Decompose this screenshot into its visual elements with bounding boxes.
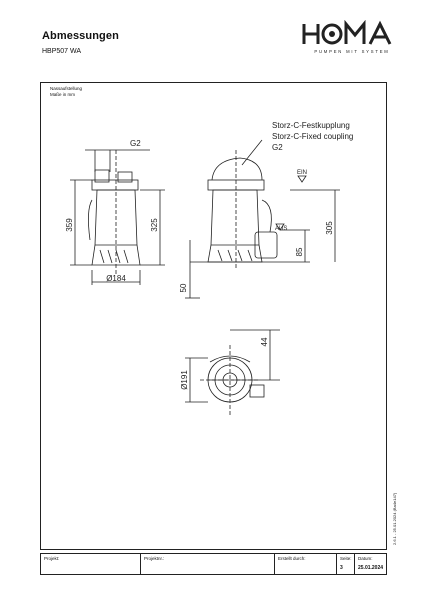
logo-tagline: PUMPEN MIT SYSTEM <box>314 49 390 54</box>
coupling-label-en: Storz-C-Fixed coupling <box>272 132 354 141</box>
pump-side-view <box>208 140 277 270</box>
project-label: Projekt: <box>44 556 60 561</box>
installation-note: Nassaufstellung <box>50 86 83 91</box>
dim-off-height: 85 <box>295 247 304 257</box>
author-label: Erstellt durch: <box>278 556 306 561</box>
date-value: 25.01.2024 <box>358 565 384 571</box>
page-title: Abmessungen <box>42 30 119 42</box>
product-code: HBP507 WA <box>42 48 82 55</box>
dim-on-height: 305 <box>325 221 334 235</box>
titleblock-author <box>275 554 337 574</box>
dim-offset: 44 <box>260 337 269 347</box>
switch-off-label: AUS <box>275 226 288 232</box>
switch-on-label: EIN <box>297 170 308 176</box>
dim-plan-diameter: Ø191 <box>180 370 189 390</box>
coupling-label-de: Storz-C-Festkupplung <box>272 121 350 130</box>
pump-front-view <box>88 150 140 275</box>
title-block <box>40 553 387 575</box>
dim-clearance: 50 <box>179 283 188 293</box>
coupling-thread-label: G2 <box>272 143 283 152</box>
titleblock-project-number <box>141 554 275 574</box>
page-label: Seite: <box>340 556 352 561</box>
titleblock-page <box>337 554 355 574</box>
page-value: 3 <box>340 565 343 571</box>
dim-base-diameter: Ø184 <box>106 274 126 283</box>
titleblock-project <box>41 554 141 574</box>
revision-stamp: 2.6.1 - 25.01.2024 (Ba4e147) <box>392 492 397 545</box>
titleblock-date <box>355 554 386 574</box>
date-label: Datum: <box>358 556 373 561</box>
dim-total-height: 359 <box>65 218 74 232</box>
units-note: Maße in mm <box>50 92 76 97</box>
outlet-thread-label: G2 <box>130 139 141 148</box>
project-number-label: Projektnr.: <box>144 556 165 561</box>
dim-body-height: 325 <box>150 218 159 232</box>
